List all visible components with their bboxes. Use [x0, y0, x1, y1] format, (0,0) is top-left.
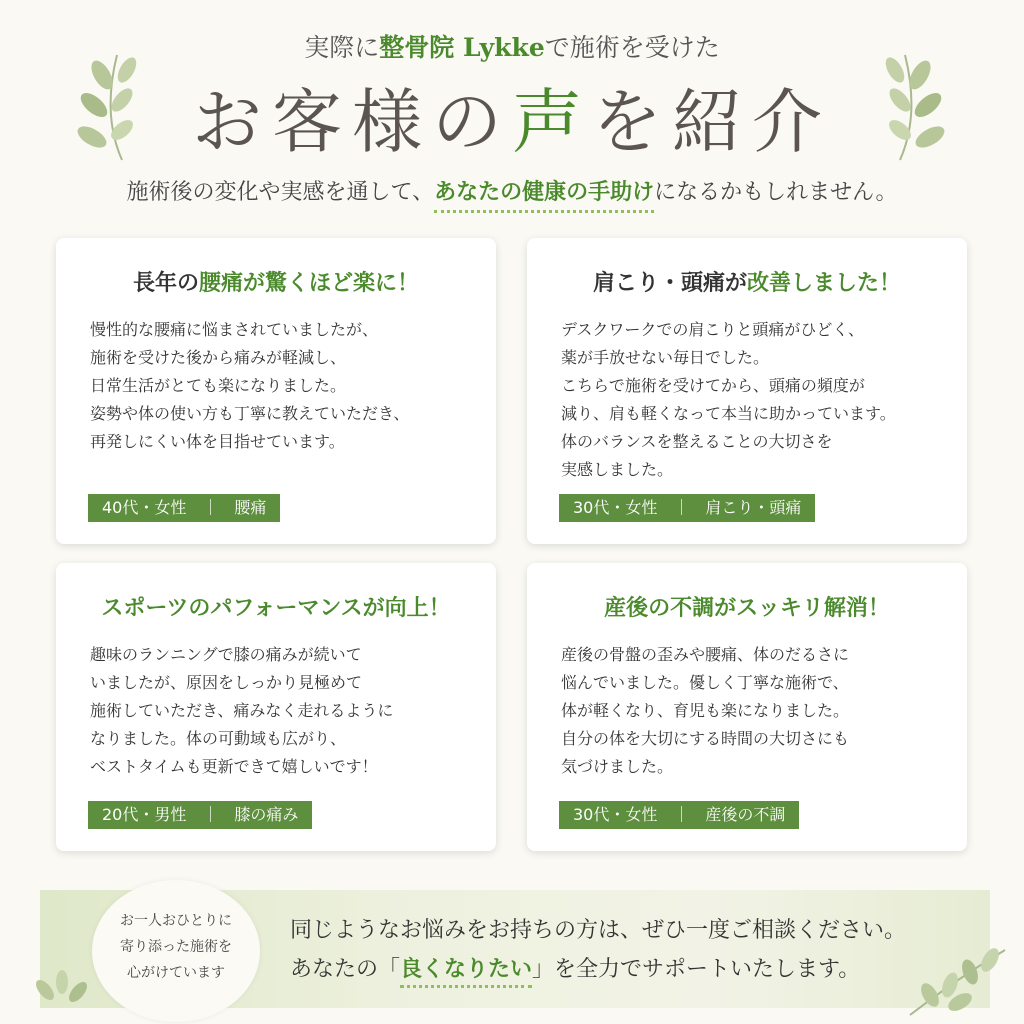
testimonial-card-back-pain: [56, 238, 496, 544]
card-line: 再発しにくい体を目指せています。: [90, 432, 345, 451]
card-title: [527, 266, 967, 297]
intro-pre: 施術後の変化や実感を通して、: [126, 180, 435, 205]
card-line: 姿勢や体の使い方も丁寧に教えていただき、: [90, 404, 410, 423]
card-title-pre: 長年の: [132, 271, 199, 296]
card-line: 産後の骨盤の歪みや腰痛、体のだるさに: [561, 645, 850, 664]
circle-line: お一人おひとりに: [120, 913, 232, 929]
testimonial-card-shoulder-headache: [527, 238, 967, 544]
banner-line-2: [290, 950, 906, 989]
intro-post: になるかもしれません。: [654, 180, 898, 205]
card-line: 減り、肩も軽くなって本当に助かっています。: [561, 404, 896, 423]
card-line: 実感しました。: [561, 460, 674, 479]
banner-line-1: 同じようなお悩みをお持ちの方は、ぜひ一度ご相談ください。: [290, 918, 907, 943]
testimonial-card-postpartum: [527, 563, 967, 851]
subtitle-post: で施術を受けた: [544, 33, 720, 62]
customer-tag: 30代・女性 ｜ 肩こり・頭痛: [559, 494, 815, 522]
card-title: 産後の不調がスッキリ解消！: [604, 596, 890, 621]
title-part2: を紹介: [592, 81, 832, 163]
testimonial-card-sports: [56, 563, 496, 851]
card-body: [561, 641, 849, 781]
banner-highlight: 良くなりたい: [400, 956, 532, 988]
card-line: デスクワークでの肩こりと頭痛がひどく、: [561, 320, 865, 339]
banner-line-2-pre: あなたの「: [290, 957, 401, 982]
card-line: 薬が手放せない毎日でした。: [561, 348, 770, 367]
card-title-highlight: 腰痛が驚くほど楽に！: [199, 271, 420, 296]
card-line: こちらで施術を受けてから、頭痛の頻度が: [561, 376, 865, 395]
brand-name: 整骨院 Lykke: [379, 33, 545, 62]
customer-tag: 30代・女性 ｜ 産後の不調: [559, 801, 799, 829]
card-line: 施術を受けた後から痛みが軽減し、: [90, 348, 347, 367]
title-highlight: 声: [512, 81, 592, 163]
circle-line: 心がけています: [127, 965, 225, 981]
card-title: スポーツのパフォーマンスが向上！: [101, 596, 451, 621]
header-subtitle: [0, 28, 1024, 64]
card-title: [56, 266, 496, 297]
card-body: [90, 641, 393, 781]
care-message-circle: [92, 880, 260, 1022]
card-line: 自分の体を大切にする時間の大切さにも: [561, 729, 850, 748]
circle-line: 寄り添った施術を: [120, 939, 232, 955]
customer-tag: 40代・女性 ｜ 腰痛: [88, 494, 280, 522]
card-line: 悩んでいました。優しく丁寧な施術で、: [561, 673, 849, 692]
card-body: [561, 316, 896, 484]
card-line: 施術していただき、痛みなく走れるように: [90, 701, 394, 720]
intro-text: [0, 175, 1024, 206]
card-line: 日常生活がとても楽になりました。: [90, 376, 347, 395]
card-line: なりました。体の可動域も広がり、: [90, 729, 347, 748]
leaf-cluster-icon-right: [900, 940, 1010, 1020]
card-line: 趣味のランニングで膝の痛みが続いて: [90, 645, 362, 664]
card-line: 慢性的な腰痛に悩まされていましたが、: [90, 320, 379, 339]
title-part1: お客様の: [192, 81, 512, 163]
leaf-cluster-icon-left: [30, 960, 90, 1010]
intro-highlight: あなたの健康の手助け: [434, 179, 654, 213]
card-title-highlight: 改善しました！: [747, 271, 902, 296]
card-line: ベストタイムも更新できて嬉しいです！: [90, 757, 378, 776]
banner-line-2-post: 」を全力でサポートいたします。: [532, 957, 861, 982]
banner-message: [290, 912, 906, 989]
card-line: いましたが、原因をしっかり見極めて: [90, 673, 363, 692]
customer-tag: 20代・男性 ｜ 膝の痛み: [88, 801, 312, 829]
card-line: 気づけました。: [561, 757, 674, 776]
card-title-pre: 肩こり・頭痛が: [592, 271, 747, 296]
card-line: 体が軽くなり、育児も楽になりました。: [561, 701, 850, 720]
subtitle-pre: 実際に: [304, 33, 380, 62]
circle-text: [92, 908, 260, 986]
page-title: [0, 66, 1024, 167]
card-line: 体のバランスを整えることの大切さを: [561, 432, 833, 451]
card-body: [90, 316, 409, 456]
